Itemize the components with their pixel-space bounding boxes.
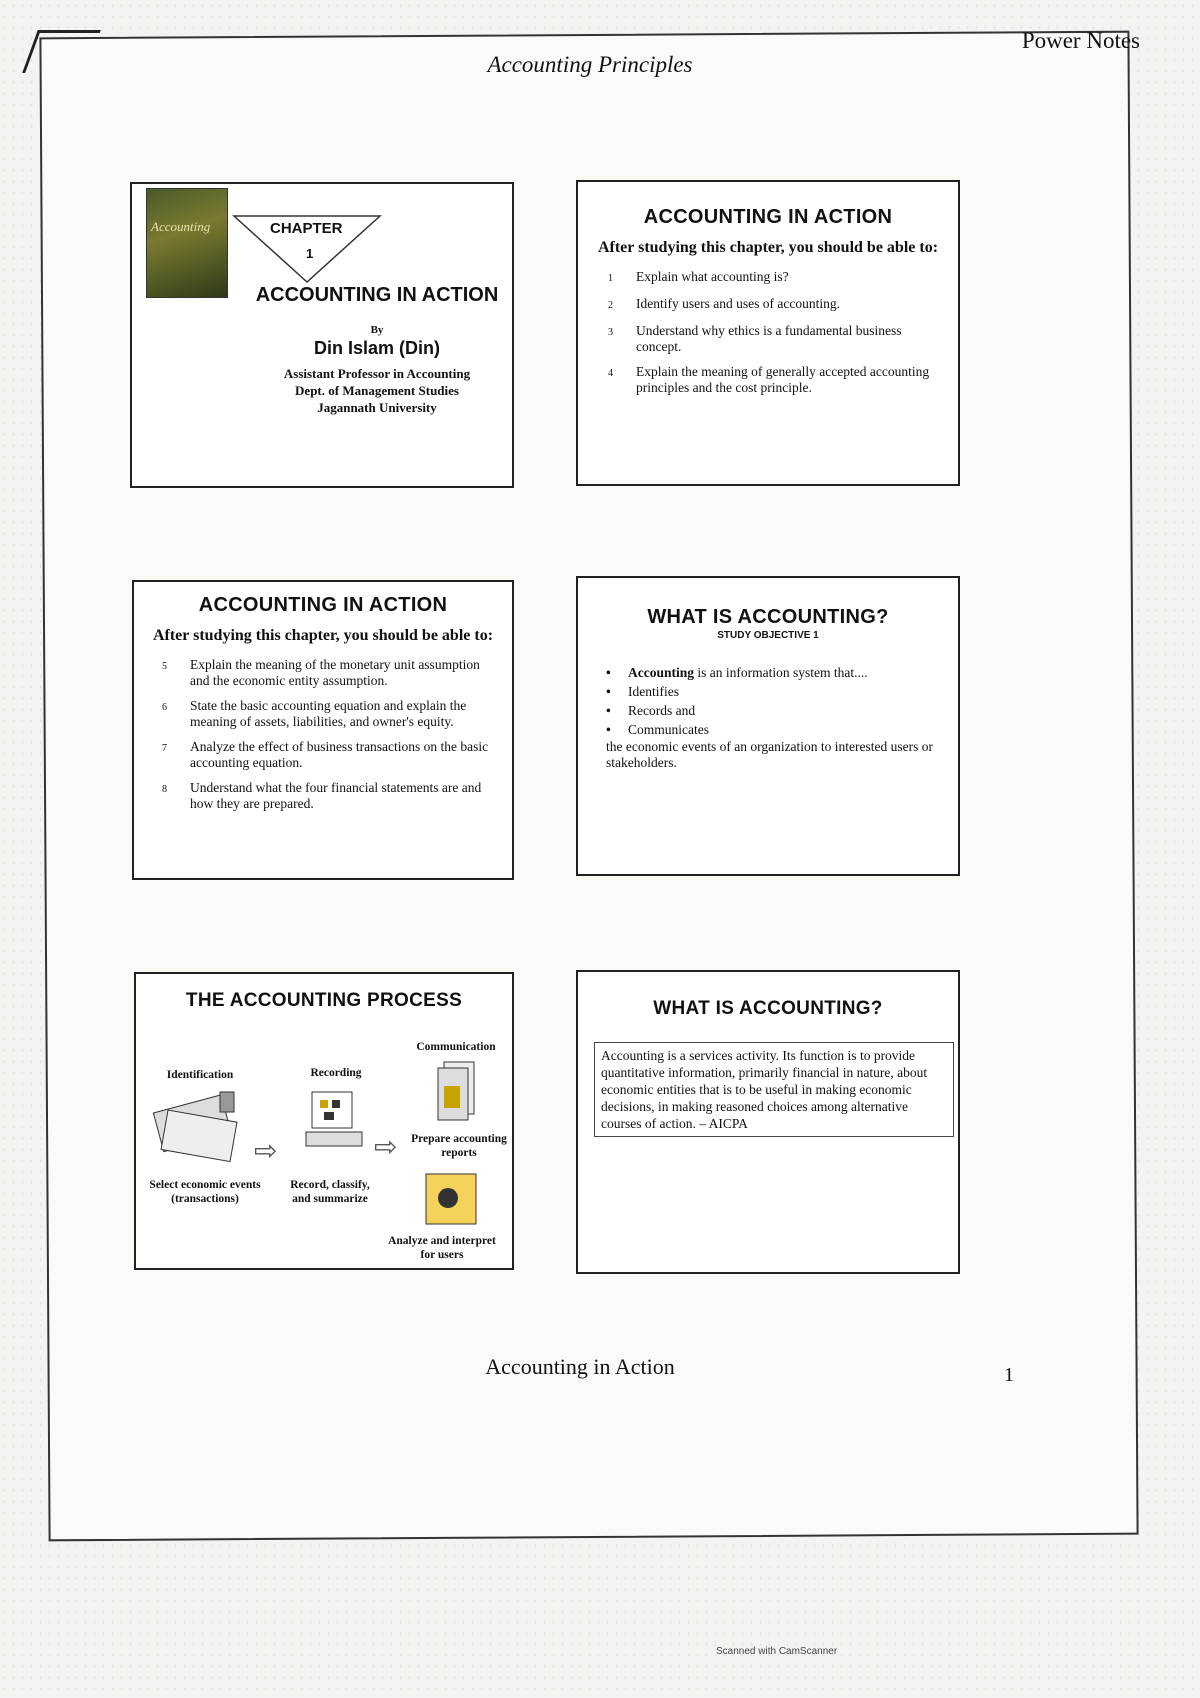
textbook-cover-image [146, 188, 228, 298]
label-analyze: Analyze and interpret for users [388, 1235, 496, 1261]
list-item [608, 269, 938, 287]
slide6-title: WHAT IS ACCOUNTING? [653, 998, 883, 1019]
slide2-title: ACCOUNTING IN ACTION [643, 206, 893, 228]
objectives-list [578, 269, 958, 396]
arrow-right-icon: ⇨ [374, 1132, 398, 1163]
byline: By [370, 324, 384, 336]
list-item: • Identifies [606, 682, 938, 701]
item-number: 3 [608, 327, 613, 338]
author-university: Jagannath University [317, 400, 437, 415]
item-text: Explain the meaning of the monetary unit assumption and the economic entity assumption. [190, 657, 480, 688]
slide-title-card [130, 182, 514, 488]
item-text: Explain what accounting is? [636, 269, 789, 284]
analysis-icon [422, 1170, 482, 1230]
definition-list [606, 663, 938, 739]
item-number: 2 [608, 300, 613, 311]
list-item [608, 296, 938, 314]
slide-accounting-process [134, 972, 514, 1270]
label-prepare: Prepare accounting reports [411, 1133, 507, 1159]
label-select: Select economic events (transactions) [149, 1179, 261, 1205]
item-number: 7 [162, 743, 167, 754]
documents-icon [150, 1086, 250, 1166]
list-item [162, 739, 492, 771]
arrow-right-icon: ⇨ [254, 1136, 278, 1167]
slide2-subhead: After studying this chapter, you should be able to: [597, 239, 939, 256]
author-name: Din Islam (Din) [313, 338, 440, 358]
slide3-title: ACCOUNTING IN ACTION [198, 594, 448, 616]
item-text: Analyze the effect of business transactions on the basic accounting equation. [190, 739, 489, 770]
item-text: is an information system that.... [694, 665, 868, 680]
list-item [606, 663, 938, 682]
slide-what-is-accounting [576, 576, 960, 876]
list-item [162, 657, 492, 689]
aicpa-quote: Accounting is a services activity. Its function is to provide quantitative information, primarily financial in nature, about economic entities that is to be useful in making economic decisions, in making reasoned choices among alternative courses of action. – AICPA [594, 1042, 954, 1137]
item-text: Understand why ethics is a fundamental business concept. [636, 323, 902, 354]
author-dept: Dept. of Management Studies [295, 383, 459, 398]
study-objective: STUDY OBJECTIVE 1 [717, 630, 819, 641]
bold-term: Accounting [628, 665, 695, 680]
book-cover-text: Accounting [151, 219, 211, 234]
slide-accounting-definition [576, 970, 960, 1274]
objectives-list [134, 657, 512, 812]
slide1-title: ACCOUNTING IN ACTION [255, 284, 499, 306]
header-title: Accounting Principles [487, 52, 693, 77]
slide3-subhead: After studying this chapter, you should be able to: [152, 627, 494, 644]
footer-title: Accounting in Action [485, 1354, 675, 1379]
label-communication: Communication [416, 1041, 496, 1053]
definition-continuation: the economic events of an organization to interested users or stakeholders. [606, 739, 934, 770]
slide4-title: WHAT IS ACCOUNTING? [647, 606, 889, 628]
item-text: Understand what the four financial statements are and how they are prepared. [190, 780, 482, 811]
slide-objectives-1 [576, 180, 960, 486]
item-number: 8 [162, 784, 167, 795]
list-item [608, 364, 938, 396]
chapter-number: 1 [306, 246, 314, 261]
list-item [162, 780, 492, 812]
page-number: 1 [1004, 1364, 1014, 1386]
label-recording: Recording [310, 1067, 362, 1079]
author-position: Assistant Professor in Accounting [283, 366, 471, 381]
item-text: State the basic accounting equation and explain the meaning of assets, liabilities, and owner's equity. [190, 698, 467, 729]
item-number: 4 [608, 368, 613, 379]
label-record: Record, classify, and summarize [290, 1179, 370, 1205]
item-text: Explain the meaning of generally accepted accounting principles and the cost principle. [636, 364, 930, 395]
item-text: Identify users and uses of accounting. [636, 296, 840, 311]
scanner-watermark: Scanned with CamScanner [716, 1646, 838, 1657]
item-number: 5 [162, 661, 167, 672]
list-item [162, 698, 492, 730]
list-item [608, 323, 938, 355]
slide-objectives-2 [132, 580, 514, 880]
item-number: 1 [608, 273, 613, 284]
reports-icon [432, 1060, 482, 1124]
list-item: • Records and [606, 701, 938, 720]
list-item: • Communicates [606, 720, 938, 739]
slide5-title: THE ACCOUNTING PROCESS [185, 990, 463, 1011]
item-number: 6 [162, 702, 167, 713]
computer-icon [302, 1088, 372, 1158]
chapter-label: CHAPTER [270, 220, 343, 237]
header-right: Power Notes [1021, 28, 1140, 53]
label-identification: Identification [166, 1069, 234, 1081]
